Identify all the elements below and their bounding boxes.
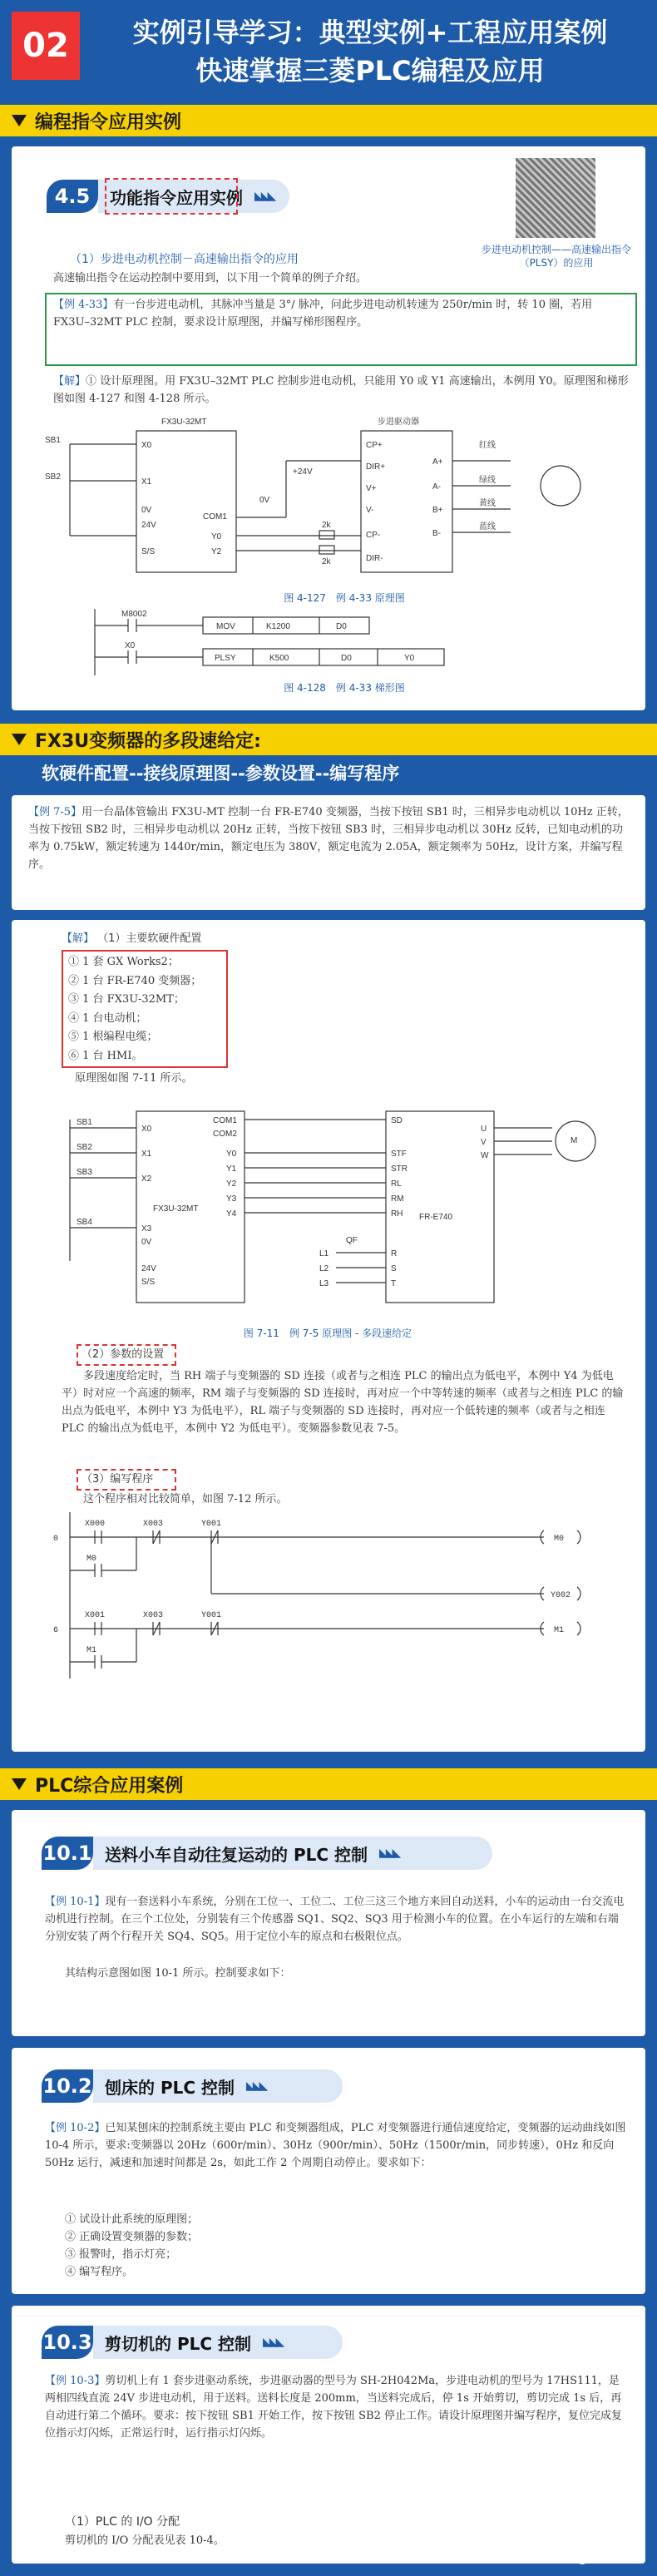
section-number: 02 — [12, 12, 80, 80]
example-10-1 — [45, 1893, 627, 1946]
pin: Y0 — [226, 1150, 237, 1159]
subheading: （1）步进电动机控制－高速输出指令的应用 — [70, 253, 299, 266]
example-label: 【例 10-3】 — [45, 2375, 106, 2387]
pin: B- — [432, 529, 441, 538]
figure-caption-7-11: 图 7-11 例 7-5 原理图 - 多段速给定 — [243, 1328, 412, 1339]
sb-label: SB4 — [77, 1218, 92, 1227]
pin: X2 — [141, 1174, 152, 1184]
pin: 24V — [141, 1264, 156, 1273]
pin: Y2 — [226, 1179, 237, 1189]
section-title: PLC综合应用案例 — [35, 1775, 184, 1797]
io-text: 剪切机的 I/O 分配表见表 10-4。 — [65, 2534, 225, 2547]
instr: MOV — [216, 622, 235, 631]
pin: STR — [391, 1164, 408, 1174]
schematic-7-11 — [53, 1095, 619, 1328]
sb-label: SB1 — [77, 1118, 92, 1127]
example-10-2 — [45, 2119, 627, 2172]
panel-10-2 — [12, 2048, 645, 2294]
example-text: 有一台步进电动机，其脉冲当量是 3°/ 脉冲，问此步进电动机转速为 250r/min 时，转 10 圈，若用 FX3U–32MT PLC 控制，要求设计原理图，并编写梯形图程序。 — [53, 299, 593, 329]
pin: S/S — [141, 1278, 156, 1287]
triangle-down-icon — [12, 115, 27, 126]
example-label: 【例 10-1】 — [45, 1896, 106, 1908]
pin: Y2 — [211, 547, 222, 556]
panel-example-7-5 — [12, 795, 645, 910]
supply-0v: 0V — [259, 496, 270, 505]
list-item: ④ 编写程序。 — [65, 2266, 134, 2278]
list-item: ⑤ 1 根编程电缆； — [68, 1031, 158, 1043]
solution-4-33 — [53, 373, 630, 408]
section-title: FX3U变频器的多段速给定: — [35, 730, 261, 752]
pin: DIR+ — [366, 462, 386, 472]
list-item: ⑥ 1 台 HMI。 — [68, 1049, 143, 1062]
pin: X1 — [141, 477, 152, 487]
list-item: ③ 报警时，指示灯亮； — [65, 2248, 177, 2261]
panel-solution-7-5 — [12, 920, 645, 1752]
sb1-label: SB1 — [45, 436, 61, 445]
contact-label: X000 — [85, 1520, 106, 1529]
chevron-icon: ◣◣◣ — [263, 2336, 283, 2349]
list-item: ③ 1 台 FX3U-32MT； — [68, 993, 185, 1006]
dashed-highlight — [105, 178, 238, 215]
io-heading: （1）PLC 的 I/O 分配 — [65, 2515, 180, 2529]
badge-10-3: 10.3 — [42, 2326, 93, 2359]
contact-label: Y001 — [201, 1520, 222, 1529]
pin: A+ — [432, 457, 443, 467]
title-text: 功能指令应用实例 — [110, 187, 243, 208]
contact-label: M1 — [86, 1646, 97, 1655]
qf-label: QF — [346, 1236, 358, 1245]
solution-label: 【解】 — [62, 932, 95, 945]
resistor-label: 2k — [322, 521, 331, 530]
pin: V+ — [366, 484, 377, 493]
example-10-3 — [45, 2372, 627, 2442]
pin: 0V — [141, 506, 152, 515]
title-text: 送料小车自动往复运动的 PLC 控制 — [105, 1844, 368, 1865]
example-7-5 — [28, 803, 629, 873]
pin: X1 — [141, 1150, 152, 1159]
pin: DIR- — [366, 554, 383, 563]
list-item: ② 正确设置变频器的参数； — [65, 2231, 199, 2243]
example-tail: 其结构示意图如图 10-1 所示。控制要求如下： — [65, 1967, 291, 1980]
wire-label: 红线 — [479, 441, 496, 450]
sb2-label: SB2 — [45, 472, 61, 482]
triangle-down-icon — [12, 734, 27, 745]
driver-label: 步进驱动器 — [378, 418, 419, 427]
triangle-down-icon — [12, 1778, 27, 1790]
plc-label: FX3U-32MT — [161, 418, 207, 427]
header-title-line1: 实例引导学习：典型实例+工程应用案例 — [132, 17, 608, 48]
qr-code-image — [516, 158, 595, 238]
pin: Y3 — [226, 1194, 237, 1204]
pin: V- — [366, 506, 374, 515]
solution-text: ① 设计原理图。用 FX3U–32MT PLC 控制步进电动机，只能用 Y0 或 Y1 高速输出，本例用 Y0。原理图和梯形图如图 4-127 和图 4-128 所示。 — [53, 375, 629, 405]
qr-caption: 步进电动机控制——高速输出指令（PLSY）的应用 — [481, 244, 631, 269]
param-heading: （2）参数的设置 — [82, 1348, 165, 1361]
line-label: L2 — [319, 1264, 329, 1273]
line-label: L3 — [319, 1279, 329, 1288]
pin: STF — [391, 1150, 407, 1159]
list-item: ④ 1 台电动机； — [68, 1011, 147, 1025]
pin: CP+ — [366, 441, 383, 450]
pin: RM — [391, 1194, 404, 1204]
watermark: 头条 @通用机械 — [544, 2549, 642, 2565]
pin: 24V — [141, 521, 156, 530]
example-text: 剪切机上有 1 套步进驱动系统，步进驱动器的型号为 SH-2H042Ma，步进电动机的型号为 17HS111，是两相四线直流 24V 步进电动机，用于送料。送料长度是 200mm，当送料完成后，停 1s 开始剪切，剪切完成 1s 后，再自动进行第二个循环。要求：按下按钮 SB1 开始工作，按下按钮 SB2 停止工作。请设计原理图并编写程序，复位完成复位指示灯闪烁，正常运行时，运行指示灯闪烁。 — [45, 2375, 622, 2440]
pin: R — [391, 1249, 398, 1258]
sb-label: SB2 — [77, 1143, 92, 1152]
coil-label: M1 — [554, 1626, 565, 1635]
instr: PLSY — [215, 654, 236, 663]
step-number: 0 — [53, 1535, 59, 1544]
requirements-list — [65, 2211, 198, 2281]
contact-label: X003 — [143, 1611, 164, 1620]
ladder-4-128 — [78, 609, 511, 675]
pin: COM2 — [213, 1130, 237, 1139]
chevron-icon: ◣◣◣ — [246, 2079, 266, 2093]
vfd-label: FR-E740 — [419, 1213, 453, 1222]
pin: RH — [391, 1209, 403, 1219]
section-bar-fx3u — [0, 724, 657, 755]
pin: S — [391, 1264, 397, 1273]
pin: Y4 — [226, 1209, 237, 1219]
pin: X3 — [141, 1224, 152, 1234]
title-text: 剪切机的 PLC 控制 — [105, 2333, 252, 2354]
badge-4-5: 4.5 — [47, 180, 98, 213]
figure-caption-4-128: 图 4-128 例 4-33 梯形图 — [284, 682, 405, 694]
contact-label: M8002 — [121, 610, 147, 619]
operand: D0 — [341, 654, 352, 663]
title-10-2 — [93, 2069, 343, 2103]
line-label: L1 — [319, 1249, 329, 1258]
example-label: 【例 4-33】 — [53, 299, 114, 311]
solution-heading — [62, 930, 201, 947]
vfd-block — [386, 1111, 494, 1303]
panel-10-3 — [12, 2306, 645, 2564]
pin: W — [481, 1151, 489, 1160]
section-subtitle: 软硬件配置--接线原理图--参数设置--编写程序 — [42, 764, 400, 784]
pin: X0 — [141, 1125, 152, 1134]
stepper-motor-symbol — [541, 466, 580, 506]
after-text: 原理图如图 7-11 所示。 — [75, 1072, 193, 1085]
wire-label: 绿线 — [479, 476, 496, 485]
contact-label: Y001 — [201, 1611, 222, 1620]
pin: X0 — [141, 441, 152, 450]
coil-label: M0 — [554, 1535, 565, 1544]
pin: A- — [432, 482, 441, 492]
list-item: ② 1 台 FR-E740 变频器； — [68, 974, 202, 987]
step-number: 6 — [53, 1626, 59, 1635]
pin: Y1 — [226, 1164, 237, 1174]
title-10-1 — [93, 1837, 492, 1870]
program-heading: （3）编写程序 — [82, 1473, 154, 1486]
schematic-4-127 — [45, 411, 627, 594]
pin: B+ — [432, 506, 443, 515]
operand: K1200 — [266, 622, 290, 631]
pin: V — [481, 1138, 487, 1147]
program-text: 这个程序相对比较简单，如图 7-12 所示。 — [83, 1493, 288, 1506]
wire-label: 蓝线 — [479, 522, 496, 532]
panel-10-1 — [12, 1810, 645, 2036]
example-label: 【例 7-5】 — [28, 806, 82, 818]
pin: RL — [391, 1179, 402, 1189]
contact-label: X003 — [143, 1520, 164, 1529]
example-text: 已知某刨床的控制系统主要由 PLC 和变频器组成，PLC 对变频器进行通信速度给定，变频器的运动曲线如图 10-4 所示，要求:变频器以 20Hz（600r/min）、30Hz（900r/min）、50Hz（1500r/min，同步转速），0Hz 和反向 50Hz 运行，减速和加速时间都是 2s，如此工作 2 个周期自动停止。要求如下： — [45, 2122, 626, 2169]
list-item: ① 1 套 GX Works2； — [68, 956, 179, 968]
motor-label: M — [571, 1136, 578, 1145]
pin: T — [391, 1279, 397, 1288]
contact-label: M0 — [86, 1555, 97, 1564]
coil-label: Y002 — [551, 1591, 571, 1600]
driver-block — [361, 431, 452, 572]
plc-label: FX3U-32MT — [153, 1204, 199, 1214]
pin: S/S — [141, 547, 156, 556]
wire-label: 黄线 — [479, 499, 496, 508]
intro-text: 高速输出指令在运动控制中要用到，以下用一个简单的例子介绍。 — [53, 272, 368, 284]
header-title-line2: 快速掌握三菱PLC编程及应用 — [195, 55, 545, 87]
panel-4-5 — [12, 146, 645, 710]
figure-caption-4-127: 图 4-127 例 4-33 原理图 — [284, 592, 405, 604]
contact-label: X001 — [85, 1611, 106, 1620]
pin: COM1 — [213, 1116, 237, 1125]
operand: K500 — [269, 654, 289, 663]
section-bar-programming — [0, 105, 657, 136]
pin: SD — [391, 1116, 403, 1125]
list-item: ① 试设计此系统的原理图； — [65, 2213, 199, 2226]
section-title: 编程指令应用实例 — [35, 111, 182, 133]
pin: Y0 — [211, 532, 222, 541]
pin: COM1 — [203, 512, 227, 522]
solution-h1: （1）主要软硬件配置 — [97, 932, 202, 945]
operand: Y0 — [404, 654, 415, 663]
pin: 0V — [141, 1238, 152, 1247]
config-list — [68, 953, 201, 1066]
chevron-icon: ◣◣◣ — [379, 1847, 399, 1860]
chevron-icon: ◣◣◣ — [254, 190, 274, 203]
example-text: 用一台晶体管输出 FX3U-MT 控制一台 FR-E740 变频器，当按下按钮 SB1 时，三相异步电动机以 10Hz 正转，当按下按钮 SB2 时，三相异步电动机以 20Hz 正转，当按下按钮 SB3 时，三相异步电动机以 30Hz 反转，已知电动机的功率为 0.75kW，额定转速为 1440r/min，额定电压为 380V，额定电流为 2.05A，额定频率为 50Hz，设计方案，并编写程序。 — [28, 806, 629, 871]
operand: D0 — [336, 622, 347, 631]
contact-label: X0 — [125, 641, 136, 650]
badge-10-2: 10.2 — [42, 2069, 93, 2103]
example-4-33 — [53, 296, 630, 331]
ladder-7-12 — [45, 1512, 610, 1679]
section-bar-plc-cases — [0, 1768, 657, 1800]
example-text: 现有一套送料小车系统，分别在工位一、工位二、工位三这三个地方来回自动送料，小车的运动由一台交流电动机进行控制。在三个工位处，分别装有三个传感器 SQ1、SQ2、SQ3 用于检测小车的位置。在小车运行的左端和右端分别安装了两个行程开关 SQ4、SQ5。用于定位小车的原点和右极限位点。 — [45, 1896, 625, 1943]
page-header — [0, 0, 657, 91]
badge-10-1: 10.1 — [42, 1837, 93, 1870]
title-10-3 — [93, 2326, 343, 2359]
resistor-label: 2k — [322, 557, 331, 566]
pin: U — [481, 1125, 487, 1134]
title-text: 刨床的 PLC 控制 — [105, 2077, 235, 2098]
example-label: 【例 10-2】 — [45, 2122, 106, 2134]
supply-24v: +24V — [293, 467, 313, 477]
param-text: 多段速度给定时，当 RH 端子与变频器的 SD 连接（或者与之相连 PLC 的输出点为低电平，本例中 Y4 为低电平）时对应一个高速的频率，RM 端子与变频器的 SD 连接时，再对应一个中等转速的频率（或者与之相连 PLC 的输出点为低电平，本例中 Y3 为低电平），RL 端子与变频器的 SD 连接时，再对应一个低转速的频率（或者与之相连 PLC 的输出点为低电平，本例中 Y2 为低电平）。变频器参数见表 7-5。 — [62, 1370, 624, 1435]
pin: CP- — [366, 531, 381, 540]
solution-label: 【解】 — [53, 375, 86, 388]
sb-label: SB3 — [77, 1168, 92, 1177]
